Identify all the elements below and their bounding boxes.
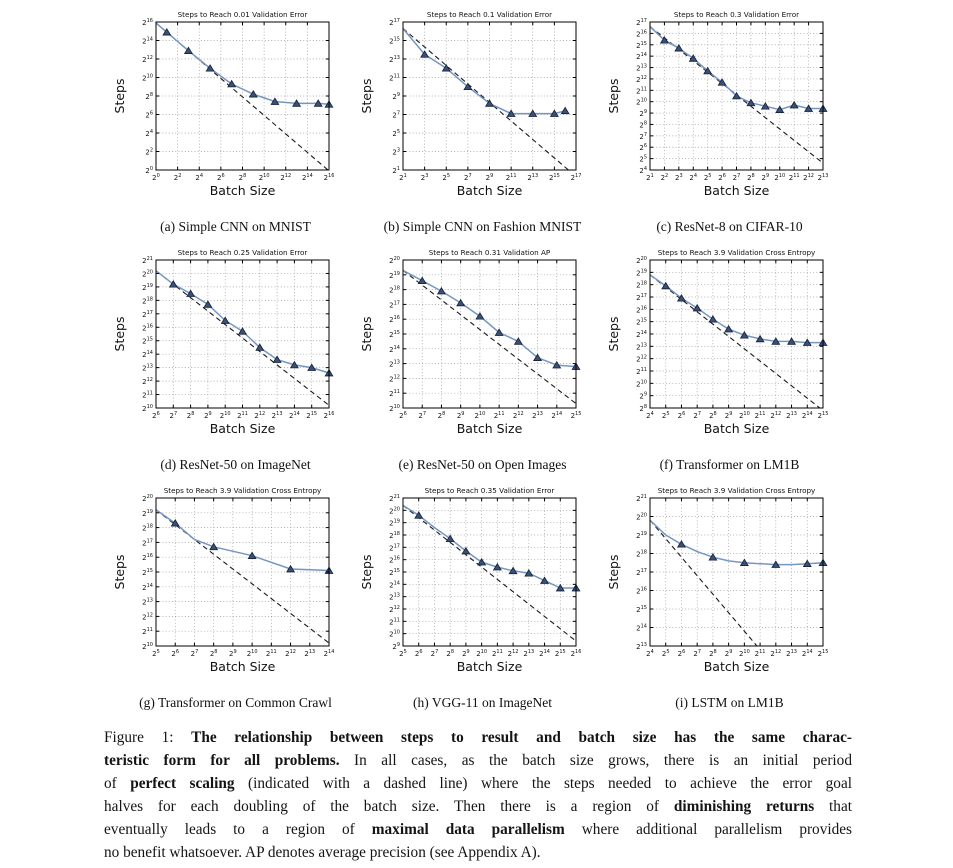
perfect-scaling-dashed-line — [650, 520, 757, 646]
x-tick-label: $2^7$ — [169, 411, 178, 420]
y-tick-label: $2^{13}$ — [636, 342, 647, 352]
y-tick-label: $2^{12}$ — [389, 374, 400, 384]
y-tick-label: $2^2$ — [145, 147, 153, 157]
y-tick-label: $2^{14}$ — [142, 36, 153, 46]
subplot-i — [606, 484, 853, 722]
y-tick-label: $2^{20}$ — [389, 256, 400, 265]
triangle-marker — [747, 99, 755, 105]
y-tick-label: $2^{21}$ — [142, 256, 153, 265]
triangle-marker — [250, 91, 258, 97]
y-tick-label: $2^{13}$ — [142, 597, 153, 607]
y-tick-label: $2^{18}$ — [142, 523, 153, 533]
x-tick-label: $2^{11}$ — [505, 173, 517, 182]
x-tick-label: $2^8$ — [709, 649, 717, 658]
x-tick-label: $2^9$ — [761, 173, 770, 182]
chart-canvas-a — [112, 8, 359, 204]
y-tick-label: $2^1$ — [392, 166, 400, 175]
x-tick-label: $2^{10}$ — [258, 173, 270, 182]
chart-title: Steps to Reach 3.9 Validation Cross Entropy — [657, 248, 816, 257]
y-tick-label: $2^{14}$ — [636, 330, 647, 339]
x-tick-label: $2^{15}$ — [817, 649, 829, 658]
x-tick-label: $2^3$ — [420, 173, 429, 182]
x-tick-label: $2^{14}$ — [539, 649, 550, 658]
y-tick-label: $2^{16}$ — [636, 29, 647, 39]
x-tick-label: $2^{17}$ — [570, 173, 582, 182]
x-tick-label: $2^{14}$ — [301, 173, 313, 182]
x-tick-label: $2^{11}$ — [493, 411, 505, 420]
y-tick-label: $2^{14}$ — [389, 580, 400, 590]
triangle-marker — [541, 577, 549, 583]
x-tick-label: $2^{15}$ — [817, 411, 829, 420]
y-tick-label: $2^0$ — [145, 166, 153, 175]
subplot-caption: (c) ResNet-8 on CIFAR-10 — [656, 219, 803, 234]
x-tick-label: $2^{12}$ — [770, 411, 782, 420]
x-tick-label: $2^4$ — [195, 173, 204, 182]
x-tick-label: $2^{15}$ — [306, 411, 318, 420]
y-tick-label: $2^{15}$ — [636, 40, 647, 50]
x-tick-label: $2^4$ — [646, 411, 654, 420]
x-tick-label: $2^6$ — [217, 173, 225, 182]
figure-caption-line: of perfect scaling (indicated with a dashed line) where the steps needed to achieve the error goal — [104, 775, 852, 792]
y-tick-label: $2^{17}$ — [142, 538, 153, 548]
y-axis-label: Steps — [112, 78, 127, 114]
y-axis-label: Steps — [606, 78, 621, 114]
y-tick-label: $2^4$ — [145, 129, 153, 138]
x-tick-label: $2^8$ — [238, 173, 247, 182]
y-tick-label: $2^{15}$ — [389, 36, 400, 46]
subplot-caption: (g) Transformer on Common Crawl — [139, 695, 332, 710]
chart-canvas-f — [606, 246, 853, 442]
x-axis-label: Batch Size — [703, 183, 770, 198]
x-tick-label: $2^6$ — [677, 649, 686, 658]
x-tick-label: $2^{13}$ — [523, 649, 535, 658]
x-tick-label: $2^6$ — [171, 649, 180, 658]
y-tick-label: $2^{11}$ — [142, 390, 153, 400]
triangle-marker — [187, 290, 195, 296]
chart-title: Steps to Reach 0.3 Validation Error — [673, 10, 800, 19]
chart-title: Steps to Reach 0.31 Validation AP — [428, 248, 551, 257]
x-tick-label: $2^5$ — [442, 173, 451, 182]
y-tick-label: $2^{16}$ — [636, 586, 647, 596]
y-tick-label: $2^3$ — [392, 147, 400, 157]
y-tick-label: $2^{12}$ — [142, 377, 153, 387]
subplot-caption: (e) ResNet-50 on Open Images — [398, 457, 567, 472]
y-tick-label: $2^6$ — [145, 110, 153, 120]
y-axis-label: Steps — [112, 554, 127, 590]
subplot-caption: (a) Simple CNN on MNIST — [160, 219, 311, 234]
x-tick-label: $2^8$ — [747, 173, 755, 182]
y-axis-label: Steps — [112, 316, 127, 352]
subplot-g — [112, 484, 359, 722]
y-tick-label: $2^{11}$ — [389, 389, 400, 399]
y-tick-label: $2^{12}$ — [636, 74, 647, 84]
x-tick-label: $2^9$ — [204, 411, 212, 420]
chart-canvas-c — [606, 8, 853, 204]
y-tick-label: $2^{19}$ — [636, 531, 647, 540]
y-tick-label: $2^{18}$ — [389, 285, 400, 295]
y-tick-label: $2^9$ — [392, 642, 400, 651]
x-tick-label: $2^{15}$ — [570, 411, 582, 420]
x-tick-label: $2^{15}$ — [554, 649, 566, 658]
x-tick-label: $2^{10}$ — [476, 649, 488, 658]
x-tick-label: $2^{11}$ — [491, 649, 503, 658]
triangle-marker — [678, 541, 686, 547]
triangle-marker — [515, 338, 523, 344]
y-tick-label: $2^{10}$ — [142, 73, 153, 83]
y-tick-label: $2^{18}$ — [142, 296, 153, 306]
triangle-marker — [675, 45, 683, 51]
x-tick-label: $2^7$ — [732, 173, 741, 182]
y-tick-label: $2^{17}$ — [142, 309, 153, 319]
y-axis-label: Steps — [359, 316, 374, 352]
x-tick-label: $2^{13}$ — [786, 649, 797, 658]
y-tick-label: $2^{10}$ — [389, 404, 400, 413]
x-tick-label: $2^{10}$ — [246, 649, 258, 658]
triangle-marker — [561, 107, 569, 113]
x-tick-label: $2^{13}$ — [532, 411, 543, 420]
x-tick-label: $2^{16}$ — [570, 649, 582, 658]
y-tick-label: $2^{15}$ — [389, 568, 400, 577]
x-axis-label: Batch Size — [209, 421, 276, 436]
x-tick-label: $2^{13}$ — [304, 649, 316, 658]
subplot-b — [359, 8, 606, 246]
x-tick-label: $2^{12}$ — [280, 173, 292, 182]
x-tick-label: $2^5$ — [399, 649, 407, 658]
subplot-a — [112, 8, 359, 246]
y-tick-label: $2^{19}$ — [389, 518, 400, 528]
y-tick-label: $2^{10}$ — [142, 642, 153, 651]
chart-title: Steps to Reach 0.1 Validation Error — [426, 10, 553, 19]
subplot-h — [359, 484, 606, 722]
y-tick-label: $2^7$ — [639, 131, 647, 141]
x-tick-label: $2^8$ — [209, 649, 218, 658]
x-tick-label: $2^4$ — [689, 173, 698, 182]
x-tick-label: $2^{12}$ — [770, 649, 782, 658]
figure-caption-line: Figure 1: The relationship between steps to result and batch size has the same charac- — [104, 729, 852, 746]
x-tick-label: $2^{10}$ — [474, 411, 486, 420]
y-tick-label: $2^9$ — [639, 109, 647, 119]
y-tick-label: $2^{13}$ — [636, 63, 647, 73]
y-tick-label: $2^{20}$ — [636, 256, 647, 265]
x-tick-label: $2^{13}$ — [817, 173, 829, 182]
x-tick-label: $2^9$ — [456, 411, 465, 420]
y-tick-label: $2^{16}$ — [142, 18, 153, 27]
subplot-e — [359, 246, 606, 484]
y-tick-label: $2^{13}$ — [389, 55, 400, 64]
y-tick-label: $2^{17}$ — [389, 300, 400, 310]
x-tick-label: $2^1$ — [646, 173, 654, 182]
chart-title: Steps to Reach 0.25 Validation Error — [177, 248, 308, 257]
y-tick-label: $2^{16}$ — [142, 553, 153, 563]
x-axis-label: Batch Size — [456, 183, 523, 198]
chart-title: Steps to Reach 0.01 Validation Error — [177, 10, 308, 19]
y-tick-label: $2^4$ — [639, 166, 647, 175]
subplot-f — [606, 246, 853, 484]
x-tick-label: $2^9$ — [724, 649, 733, 658]
x-tick-label: $2^{14}$ — [551, 411, 563, 420]
y-tick-label: $2^{11}$ — [636, 367, 647, 376]
data-line — [156, 510, 329, 571]
x-tick-label: $2^{12}$ — [285, 649, 296, 658]
x-tick-label: $2^6$ — [677, 411, 686, 420]
perfect-scaling-dashed-line — [403, 28, 568, 170]
x-tick-label: $2^5$ — [661, 649, 670, 658]
x-tick-label: $2^{11}$ — [265, 649, 277, 658]
y-tick-label: $2^{19}$ — [636, 268, 647, 278]
x-tick-label: $2^7$ — [418, 411, 427, 420]
data-line — [403, 270, 576, 366]
x-tick-label: $2^{13}$ — [271, 411, 283, 420]
chart-canvas-h — [359, 484, 606, 680]
x-tick-label: $2^{13}$ — [527, 173, 539, 182]
x-tick-label: $2^2$ — [173, 173, 182, 182]
x-axis-label: Batch Size — [456, 421, 523, 436]
x-tick-label: $2^9$ — [485, 173, 494, 182]
y-tick-label: $2^5$ — [639, 154, 647, 164]
y-tick-label: $2^{14}$ — [636, 52, 647, 62]
figure-caption-line: eventually leads to a region of maximal data parallelism where additional parallelism provides — [104, 821, 852, 838]
y-tick-label: $2^{20}$ — [142, 494, 153, 503]
chart-title: Steps to Reach 0.35 Validation Error — [424, 486, 555, 495]
y-tick-label: $2^{19}$ — [142, 508, 153, 518]
chart-canvas-i — [606, 484, 853, 680]
y-tick-label: $2^{11}$ — [389, 617, 400, 627]
x-tick-label: $2^8$ — [186, 411, 195, 420]
x-tick-label: $2^{16}$ — [323, 173, 335, 182]
y-tick-label: $2^{20}$ — [142, 269, 153, 279]
y-tick-label: $2^{12}$ — [142, 55, 153, 64]
x-tick-label: $2^{12}$ — [512, 411, 524, 420]
y-tick-label: $2^{10}$ — [636, 379, 647, 389]
x-tick-label: $2^1$ — [399, 173, 407, 182]
y-tick-label: $2^{13}$ — [142, 363, 153, 373]
triangle-marker — [210, 543, 218, 549]
y-tick-label: $2^{11}$ — [142, 627, 153, 637]
y-tick-label: $2^7$ — [392, 110, 400, 120]
y-tick-label: $2^{15}$ — [142, 568, 153, 577]
x-tick-label: $2^6$ — [152, 411, 160, 420]
x-tick-label: $2^{10}$ — [738, 649, 750, 658]
y-tick-label: $2^{17}$ — [636, 568, 647, 577]
x-axis-label: Batch Size — [703, 421, 770, 436]
y-tick-label: $2^{10}$ — [142, 404, 153, 413]
figure-1-subplot-grid — [112, 8, 853, 722]
subplot-caption: (d) ResNet-50 on ImageNet — [160, 457, 311, 472]
y-axis-label: Steps — [606, 554, 621, 590]
x-tick-label: $2^{11}$ — [788, 173, 800, 182]
x-axis-label: Batch Size — [209, 183, 276, 198]
chart-title: Steps to Reach 3.9 Validation Cross Entropy — [163, 486, 322, 495]
triangle-marker — [790, 102, 798, 108]
x-tick-label: $2^{14}$ — [801, 649, 813, 658]
y-tick-label: $2^{14}$ — [142, 350, 153, 360]
x-tick-label: $2^{10}$ — [774, 173, 786, 182]
x-tick-label: $2^{13}$ — [786, 411, 797, 420]
y-tick-label: $2^{10}$ — [389, 629, 400, 639]
figure-caption — [104, 726, 852, 864]
x-tick-label: $2^4$ — [646, 649, 654, 658]
y-tick-label: $2^{16}$ — [389, 315, 400, 325]
chart-canvas-b — [359, 8, 606, 204]
y-axis-label: Steps — [359, 554, 374, 590]
triangle-marker — [438, 288, 446, 294]
x-tick-label: $2^6$ — [718, 173, 726, 182]
x-tick-label: $2^7$ — [430, 649, 439, 658]
x-tick-label: $2^3$ — [675, 173, 683, 182]
y-tick-label: $2^8$ — [639, 404, 647, 413]
y-tick-label: $2^{12}$ — [389, 605, 400, 614]
x-tick-label: $2^{11}$ — [237, 411, 248, 420]
y-tick-label: $2^{18}$ — [636, 280, 647, 290]
chart-canvas-d — [112, 246, 359, 442]
y-tick-label: $2^{15}$ — [636, 317, 647, 327]
subplot-caption: (f) Transformer on LM1B — [659, 457, 800, 472]
subplot-caption: (h) VGG-11 on ImageNet — [412, 695, 553, 710]
subplot-d — [112, 246, 359, 484]
y-axis-label: Steps — [359, 78, 374, 114]
y-axis-label: Steps — [606, 316, 621, 352]
x-tick-label: $2^{12}$ — [803, 173, 815, 182]
y-tick-label: $2^{18}$ — [389, 531, 400, 540]
x-tick-label: $2^{14}$ — [323, 649, 335, 658]
x-tick-label: $2^6$ — [399, 411, 407, 420]
x-tick-label: $2^{15}$ — [548, 173, 560, 182]
y-tick-label: $2^{17}$ — [636, 293, 647, 302]
y-tick-label: $2^{19}$ — [389, 270, 400, 280]
x-tick-label: $2^{16}$ — [323, 411, 335, 420]
x-tick-label: $2^9$ — [229, 649, 237, 658]
data-line — [403, 505, 576, 588]
y-tick-label: $2^{10}$ — [636, 97, 647, 107]
y-tick-label: $2^{21}$ — [389, 494, 400, 503]
triangle-marker — [741, 332, 749, 338]
x-axis-label: Batch Size — [456, 659, 523, 674]
x-tick-label: $2^7$ — [190, 649, 199, 658]
y-tick-label: $2^9$ — [392, 92, 400, 101]
x-tick-label: $2^7$ — [693, 649, 702, 658]
x-tick-label: $2^7$ — [464, 173, 472, 182]
y-tick-label: $2^8$ — [145, 92, 153, 101]
y-tick-label: $2^{11}$ — [389, 73, 400, 83]
figure-caption-line: no benefit whatsoever. AP denotes average precision (see Appendix A). — [104, 844, 541, 861]
y-tick-label: $2^{11}$ — [636, 86, 647, 96]
x-tick-label: $2^5$ — [703, 173, 712, 182]
x-tick-label: $2^5$ — [661, 411, 670, 420]
x-tick-label: $2^{10}$ — [219, 411, 231, 420]
y-tick-label: $2^{16}$ — [142, 323, 153, 333]
subplot-c — [606, 8, 853, 246]
y-tick-label: $2^{20}$ — [636, 512, 647, 522]
figure-caption-line: halves for each doubling of the batch size. Then there is a region of diminishing returns that — [104, 798, 852, 815]
y-tick-label: $2^{14}$ — [636, 623, 647, 633]
y-tick-label: $2^{13}$ — [389, 592, 400, 602]
y-tick-label: $2^{13}$ — [636, 642, 647, 651]
x-tick-label: $2^{14}$ — [801, 411, 813, 420]
triangle-marker — [418, 277, 426, 283]
x-tick-label: $2^9$ — [724, 411, 733, 420]
chart-canvas-g — [112, 484, 359, 680]
x-tick-label: $2^0$ — [152, 173, 160, 182]
y-tick-label: $2^{16}$ — [389, 555, 400, 565]
subplot-caption: (i) LSTM on LM1B — [675, 695, 784, 710]
y-tick-label: $2^{17}$ — [636, 18, 647, 27]
x-tick-label: $2^6$ — [414, 649, 423, 658]
chart-canvas-e — [359, 246, 606, 442]
x-tick-label: $2^{10}$ — [738, 411, 750, 420]
x-tick-label: $2^9$ — [462, 649, 470, 658]
x-tick-label: $2^{11}$ — [754, 411, 766, 420]
x-tick-label: $2^5$ — [152, 649, 160, 658]
y-tick-label: $2^5$ — [392, 129, 400, 138]
y-tick-label: $2^{13}$ — [389, 359, 400, 369]
y-tick-label: $2^{17}$ — [389, 18, 400, 27]
y-tick-label: $2^{14}$ — [142, 582, 153, 592]
y-tick-label: $2^{12}$ — [636, 354, 647, 364]
y-tick-label: $2^{15}$ — [636, 605, 647, 614]
x-tick-label: $2^{11}$ — [754, 649, 766, 658]
y-tick-label: $2^6$ — [639, 143, 647, 153]
y-tick-label: $2^{14}$ — [389, 344, 400, 354]
figure-caption-line: teristic form for all problems. In all cases, as the batch size grows, there is an initial period — [104, 752, 852, 769]
perfect-scaling-dashed-line — [403, 505, 576, 641]
perfect-scaling-dashed-line — [403, 270, 576, 403]
x-tick-label: $2^8$ — [446, 649, 455, 658]
y-tick-label: $2^9$ — [639, 391, 647, 401]
subplot-caption: (b) Simple CNN on Fashion MNIST — [383, 219, 582, 234]
y-tick-label: $2^8$ — [639, 120, 647, 130]
y-tick-label: $2^{20}$ — [389, 506, 400, 516]
data-line — [650, 520, 823, 564]
x-tick-label: $2^2$ — [660, 173, 669, 182]
x-tick-label: $2^{12}$ — [507, 649, 519, 658]
y-tick-label: $2^{16}$ — [636, 305, 647, 315]
x-axis-label: Batch Size — [209, 659, 276, 674]
x-tick-label: $2^{14}$ — [288, 411, 300, 420]
y-tick-label: $2^{19}$ — [142, 282, 153, 292]
y-tick-label: $2^{18}$ — [636, 549, 647, 559]
y-tick-label: $2^{15}$ — [142, 336, 153, 346]
x-tick-label: $2^8$ — [437, 411, 446, 420]
x-tick-label: $2^{12}$ — [254, 411, 266, 420]
data-line — [403, 29, 565, 114]
x-tick-label: $2^8$ — [709, 411, 717, 420]
x-tick-label: $2^7$ — [693, 411, 702, 420]
y-tick-label: $2^{12}$ — [142, 612, 153, 622]
y-tick-label: $2^{21}$ — [636, 494, 647, 503]
y-tick-label: $2^{15}$ — [389, 330, 400, 339]
x-axis-label: Batch Size — [703, 659, 770, 674]
y-tick-label: $2^{17}$ — [389, 543, 400, 553]
chart-title: Steps to Reach 3.9 Validation Cross Entropy — [657, 486, 816, 495]
